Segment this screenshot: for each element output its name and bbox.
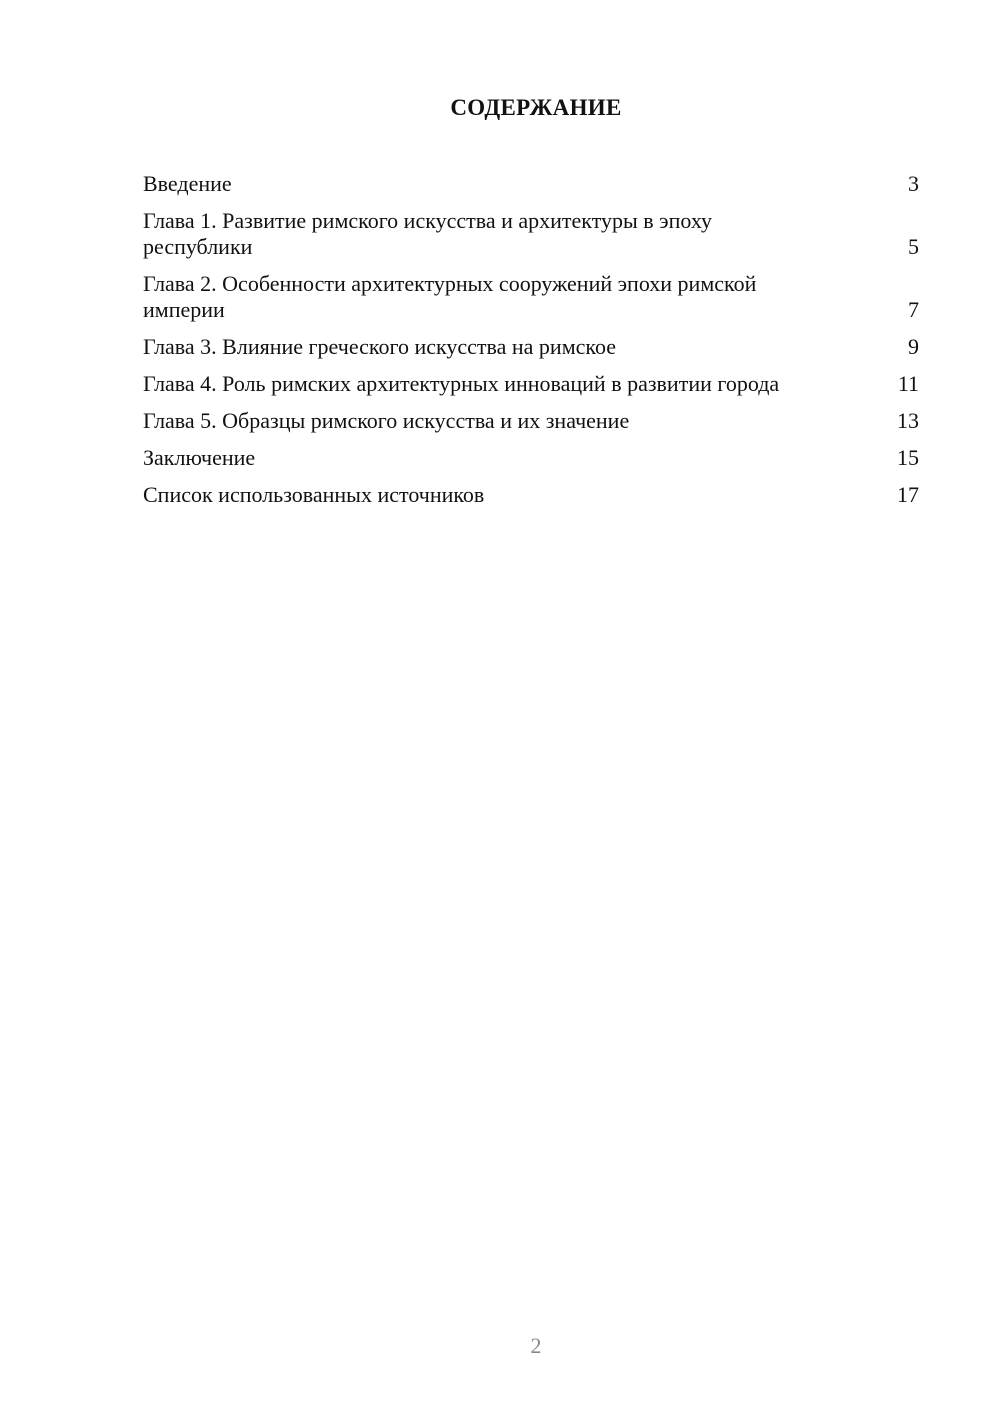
toc-entry-label: Заключение (143, 445, 256, 470)
toc-entry-label: Глава 4. Роль римских архитектурных инноваций в развитии города (143, 371, 780, 396)
toc-entry-chapter-2[interactable] (143, 271, 919, 323)
toc-entry-page: 13 (897, 408, 919, 433)
toc-entry-introduction[interactable] (143, 171, 919, 197)
toc-entry-page: 5 (908, 234, 919, 259)
toc-entry-references[interactable] (143, 482, 919, 508)
toc-entry-page: 17 (897, 482, 919, 507)
toc-title: СОДЕРЖАНИЕ (450, 95, 622, 120)
toc-entry-page: 9 (908, 334, 919, 359)
toc-entry-label: Глава 3. Влияние греческого искусства на римское (143, 334, 616, 359)
toc-entry-page: 7 (908, 297, 919, 322)
toc-entry-page: 3 (908, 171, 919, 196)
page-number: 2 (530, 1333, 542, 1358)
toc-entry-label: Глава 5. Образцы римского искусства и их значение (143, 408, 630, 433)
toc-entry-label: Глава 2. Особенности архитектурных сооружений эпохи римской империи (143, 271, 757, 322)
toc-entry-conclusion[interactable] (143, 445, 919, 471)
table-of-contents (143, 171, 919, 519)
toc-entry-chapter-5[interactable] (143, 408, 919, 434)
toc-entry-label: Список использованных источников (143, 482, 485, 507)
toc-entry-label: Глава 1. Развитие римского искусства и архитектуры в эпоху республики (143, 208, 713, 259)
toc-entry-page: 15 (897, 445, 919, 470)
toc-entry-chapter-1[interactable] (143, 208, 919, 260)
toc-entry-page: 11 (897, 371, 919, 396)
toc-entry-chapter-3[interactable] (143, 334, 919, 360)
toc-entry-label: Введение (143, 171, 232, 196)
toc-entry-chapter-4[interactable] (143, 371, 919, 397)
